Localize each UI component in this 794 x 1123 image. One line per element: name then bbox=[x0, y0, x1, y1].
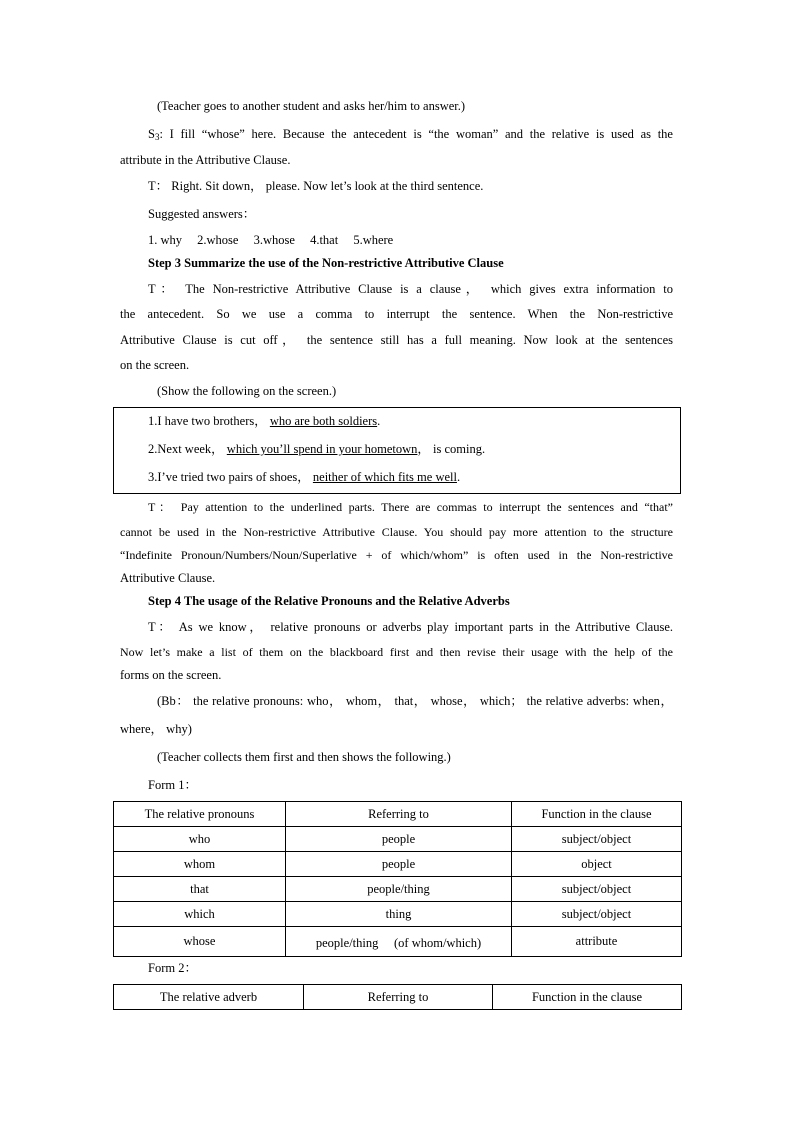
table-row bbox=[114, 877, 682, 902]
student-answer-line: $S_3$: I fill “whose” here. Because the antecedent is “the woman” and the relative is used as the bbox=[148, 127, 673, 142]
table-cell: which bbox=[114, 902, 286, 927]
table-cell: whom bbox=[114, 852, 286, 877]
step3-heading: Step 3 Summarize the use of the Non-restrictive Attributive Clause bbox=[148, 256, 504, 270]
paragraph-line: T： The Non-restrictive Attributive Clause is a clause， which gives extra information to bbox=[148, 282, 673, 296]
table-header-row bbox=[114, 985, 682, 1010]
table-cell: subject/object bbox=[512, 827, 682, 852]
paragraph-line: cannot be used in the Non-restrictive Attributive Clause. You should pay more attention to the structure bbox=[120, 525, 673, 539]
table-cell: subject/object bbox=[512, 877, 682, 902]
blackboard-note: (Bb： the relative pronouns: who， whom， that， whose， which； the relative adverbs: when， bbox=[157, 694, 673, 708]
table-header-cell: Referring to bbox=[304, 985, 493, 1010]
form1-label: Form 1： bbox=[148, 778, 197, 792]
blackboard-note-cont: where， why) bbox=[120, 722, 192, 736]
teacher-note: (Teacher collects them first and then shows the following.) bbox=[157, 750, 451, 764]
table-row bbox=[114, 852, 682, 877]
table-row bbox=[114, 902, 682, 927]
paragraph-line: T： Pay attention to the underlined parts. There are commas to interrupt the sentences and “that” bbox=[148, 500, 673, 514]
table-header-cell: Function in the clause bbox=[493, 985, 682, 1010]
table-cell: people/thing (of whom/which) bbox=[286, 927, 512, 957]
example-sentence-1: 1.I have two brothers， who are both soldiers. bbox=[148, 414, 381, 428]
table-row bbox=[114, 827, 682, 852]
answer-item: 3.whose bbox=[253, 233, 295, 247]
table-cell: thing bbox=[286, 902, 512, 927]
step4-heading: Step 4 The usage of the Relative Pronouns and the Relative Adverbs bbox=[148, 594, 510, 608]
paragraph-line: on the screen. bbox=[120, 358, 190, 372]
answers-list bbox=[148, 232, 405, 248]
form1-table bbox=[113, 801, 682, 957]
paragraph-line: the antecedent. So we use a comma to interrupt the sentence. When the Non-restrictive bbox=[120, 307, 673, 321]
form2-table bbox=[113, 984, 682, 1010]
table-header-cell: The relative pronouns bbox=[114, 802, 286, 827]
table-header-cell: The relative adverb bbox=[114, 985, 304, 1010]
example-sentence-2: 2.Next week， which you’ll spend in your hometown， is coming. bbox=[148, 442, 486, 456]
table-cell: people/thing bbox=[286, 877, 512, 902]
paragraph-line: Now let’s make a list of them on the blackboard first and then revise their usage with the help of the bbox=[120, 645, 673, 659]
table-header-cell: Function in the clause bbox=[512, 802, 682, 827]
answer-item: 4.that bbox=[310, 233, 339, 247]
example-sentence-3: 3.I’ve tried two pairs of shoes， neither of which fits me well. bbox=[148, 470, 461, 484]
paragraph-line: forms on the screen. bbox=[120, 668, 222, 682]
paragraph-line: Attributive Clause is cut off， the sentence still has a full meaning. Now look at the sentences bbox=[120, 333, 673, 347]
table-row bbox=[114, 927, 682, 957]
table-cell: whose bbox=[114, 927, 286, 957]
table-cell: who bbox=[114, 827, 286, 852]
paragraph-line: T： Right. Sit down， please. Now let’s look at the third sentence. bbox=[148, 179, 484, 193]
table-cell: that bbox=[114, 877, 286, 902]
table-cell: attribute bbox=[512, 927, 682, 957]
table-cell: people bbox=[286, 827, 512, 852]
paragraph-line: Attributive Clause. bbox=[120, 571, 216, 585]
answer-item: 5.where bbox=[353, 233, 394, 247]
table-cell: people bbox=[286, 852, 512, 877]
paragraph-line: “Indefinite Pronoun/Numbers/Noun/Superlative + of which/whom” is often used in the Non-restrictive bbox=[120, 548, 673, 562]
table-header-row bbox=[114, 802, 682, 827]
table-cell: object bbox=[512, 852, 682, 877]
answer-item: 2.whose bbox=[197, 233, 239, 247]
paragraph-line: T： As we know， relative pronouns or adverbs play important parts in the Attributive Clause. bbox=[148, 620, 673, 634]
suggested-answers-label: Suggested answers： bbox=[148, 207, 256, 221]
teacher-note: (Teacher goes to another student and asks her/him to answer.) bbox=[157, 99, 466, 113]
table-header-cell: Referring to bbox=[286, 802, 512, 827]
answer-item: 1. why bbox=[148, 233, 183, 247]
paragraph-line: attribute in the Attributive Clause. bbox=[120, 153, 291, 167]
table-cell: subject/object bbox=[512, 902, 682, 927]
screen-note: (Show the following on the screen.) bbox=[157, 384, 337, 398]
form2-label: Form 2： bbox=[148, 961, 197, 975]
